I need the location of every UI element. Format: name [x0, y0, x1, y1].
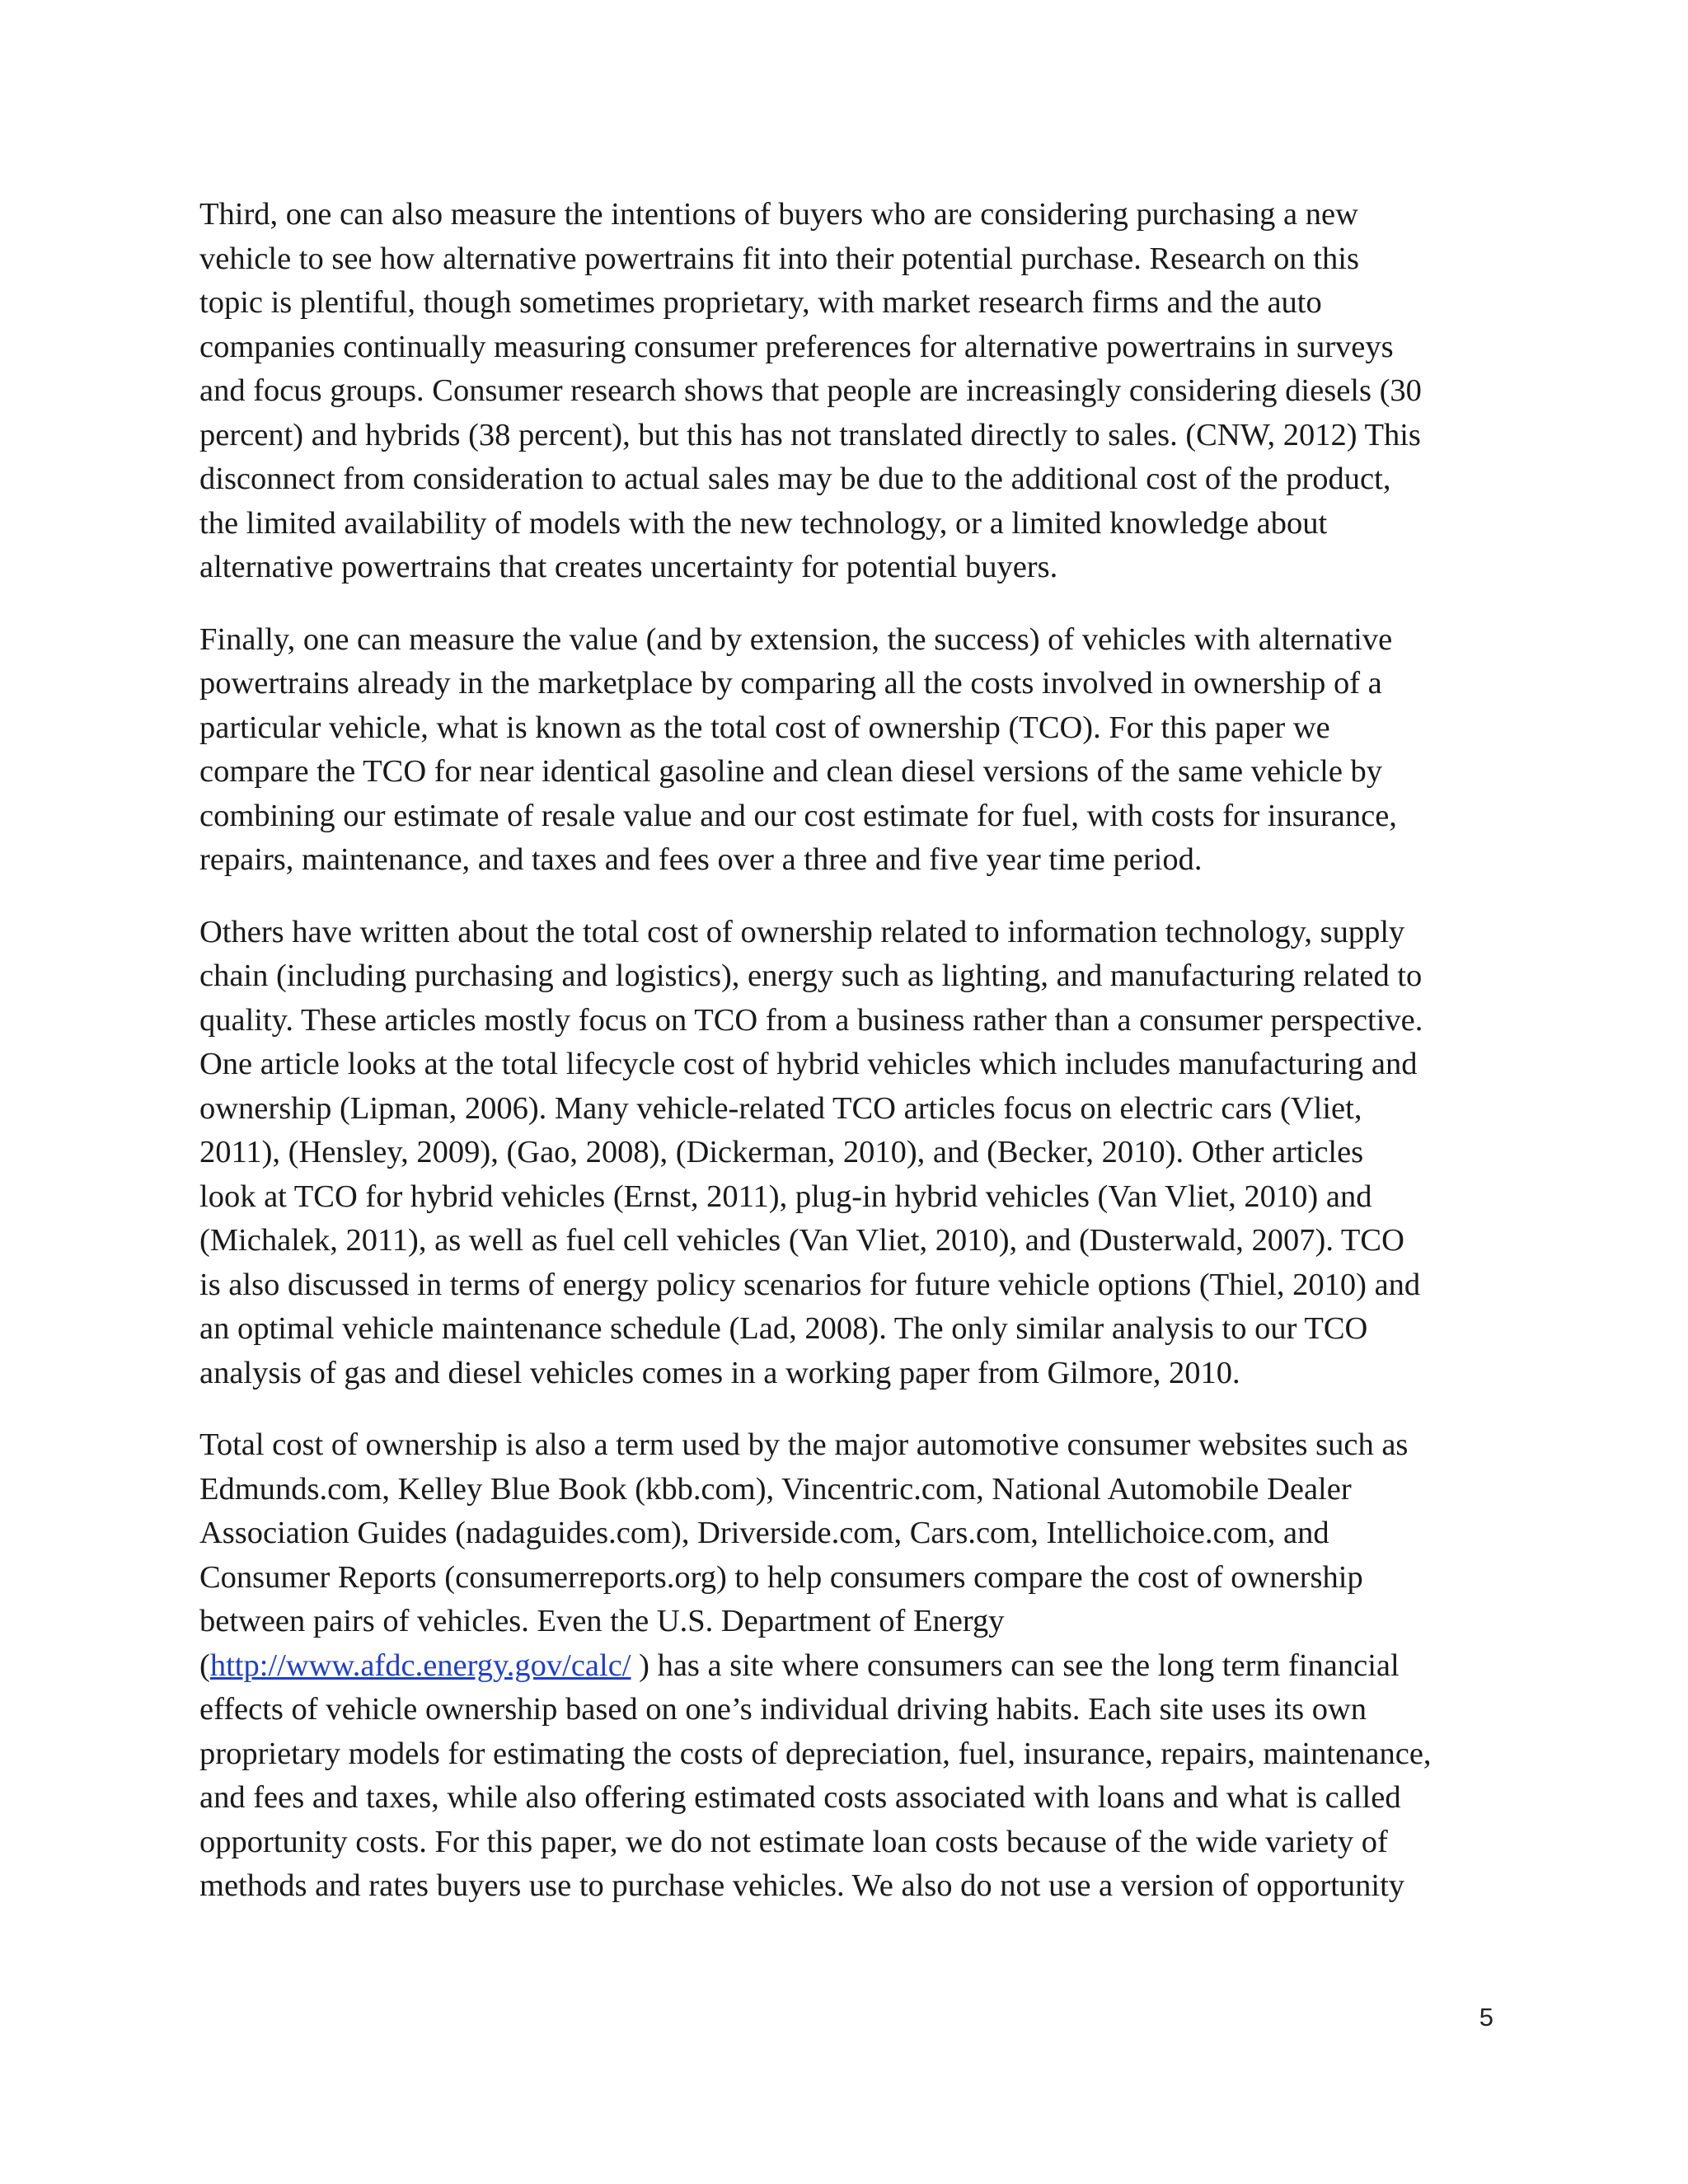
- text-line: Third, one can also measure the intentions of buyers who are considering purchasing a new: [199, 197, 1358, 232]
- text-line: effects of vehicle ownership based on one’s individual driving habits. Each site uses its own: [199, 1692, 1367, 1727]
- paragraph-literature-review: [199, 911, 1493, 1396]
- text-line: repairs, maintenance, and taxes and fees over a three and five year time period.: [199, 842, 1203, 877]
- text-line: opportunity costs. For this paper, we do not estimate loan costs because of the wide variety of: [199, 1824, 1388, 1859]
- text-line-with-link: [199, 1644, 1493, 1689]
- text-line: analysis of gas and diesel vehicles comes in a working paper from Gilmore, 2010.: [199, 1355, 1240, 1390]
- text-line: Edmunds.com, Kelley Blue Book (kbb.com), Vincentric.com, National Automobile Dealer: [199, 1471, 1352, 1507]
- text-line: disconnect from consideration to actual sales may be due to the additional cost of the product,: [199, 462, 1391, 496]
- page-number: 5: [1479, 2003, 1493, 2032]
- link-suffix: ) has a site where consumers can see the long term financial: [631, 1647, 1400, 1683]
- text-line: percent) and hybrids (38 percent), but this has not translated directly to sales. (CNW, 2012) This: [199, 417, 1421, 452]
- text-line: One article looks at the total lifecycle cost of hybrid vehicles which includes manufacturing and: [199, 1047, 1418, 1081]
- text-line: vehicle to see how alternative powertrains fit into their potential purchase. Research on this: [199, 241, 1359, 276]
- text-line: (Michalek, 2011), as well as fuel cell vehicles (Van Vliet, 2010), and (Dusterwald, 2007). TCO: [199, 1223, 1404, 1258]
- text-line: and focus groups. Consumer research shows that people are increasingly considering diesels (30: [199, 373, 1422, 408]
- text-line: compare the TCO for near identical gasoline and clean diesel versions of the same vehicle by: [199, 754, 1383, 789]
- paragraph-consumer-intentions: [199, 193, 1493, 590]
- text-line: Finally, one can measure the value (and by extension, the success) of vehicles with alternative: [199, 621, 1393, 657]
- body-text: [199, 193, 1493, 1937]
- text-line: the limited availability of models with the new technology, or a limited knowledge about: [199, 505, 1328, 541]
- text-line: look at TCO for hybrid vehicles (Ernst, 2011), plug-in hybrid vehicles (Van Vliet, 2010) and: [199, 1179, 1372, 1214]
- text-line: ownership (Lipman, 2006). Many vehicle-related TCO articles focus on electric cars (Vliet,: [199, 1090, 1362, 1126]
- text-line: is also discussed in terms of energy policy scenarios for future vehicle options (Thiel, 2010) and: [199, 1267, 1421, 1302]
- text-line: 2011), (Hensley, 2009), (Gao, 2008), (Dickerman, 2010), and (Becker, 2010). Other articles: [199, 1135, 1364, 1169]
- text-line: particular vehicle, what is known as the total cost of ownership (TCO). For this paper we: [199, 710, 1330, 745]
- text-line: Consumer Reports (consumerreports.org) to help consumers compare the cost of ownership: [199, 1559, 1363, 1595]
- text-line: an optimal vehicle maintenance schedule (Lad, 2008). The only similar analysis to our TCO: [199, 1311, 1368, 1346]
- paragraph-total-cost-of-ownership: [199, 618, 1493, 883]
- text-line: and fees and taxes, while also offering estimated costs associated with loans and what is called: [199, 1780, 1401, 1815]
- text-line: companies continually measuring consumer preferences for alternative powertrains in surveys: [199, 329, 1394, 364]
- text-line: Association Guides (nadaguides.com), Driverside.com, Cars.com, Intellichoice.com, and: [199, 1516, 1329, 1550]
- text-line: between pairs of vehicles. Even the U.S. Department of Energy: [199, 1604, 1005, 1638]
- text-line: quality. These articles mostly focus on TCO from a business rather than a consumer perspective.: [199, 1002, 1423, 1038]
- afdc-calculator-link[interactable]: http://www.afdc.energy.gov/calc/: [209, 1647, 631, 1683]
- text-line: topic is plentiful, though sometimes proprietary, with market research firms and the auto: [199, 285, 1322, 320]
- text-line: alternative powertrains that creates uncertainty for potential buyers.: [199, 550, 1058, 584]
- text-line: Others have written about the total cost of ownership related to information technology, supply: [199, 914, 1405, 949]
- link-prefix: (: [199, 1647, 210, 1683]
- text-line: chain (including purchasing and logistics), energy such as lighting, and manufacturing related to: [199, 958, 1423, 993]
- text-line: methods and rates buyers use to purchase vehicles. We also do not use a version of opportunity: [199, 1868, 1405, 1903]
- text-line: proprietary models for estimating the costs of depreciation, fuel, insurance, repairs, maintenance,: [199, 1736, 1432, 1771]
- text-line: Total cost of ownership is also a term used by the major automotive consumer websites such as: [199, 1427, 1409, 1462]
- paragraph-consumer-websites: [199, 1423, 1493, 1909]
- text-line: combining our estimate of resale value and our cost estimate for fuel, with costs for insurance,: [199, 798, 1397, 833]
- text-line: powertrains already in the marketplace by comparing all the costs involved in ownership of a: [199, 666, 1382, 701]
